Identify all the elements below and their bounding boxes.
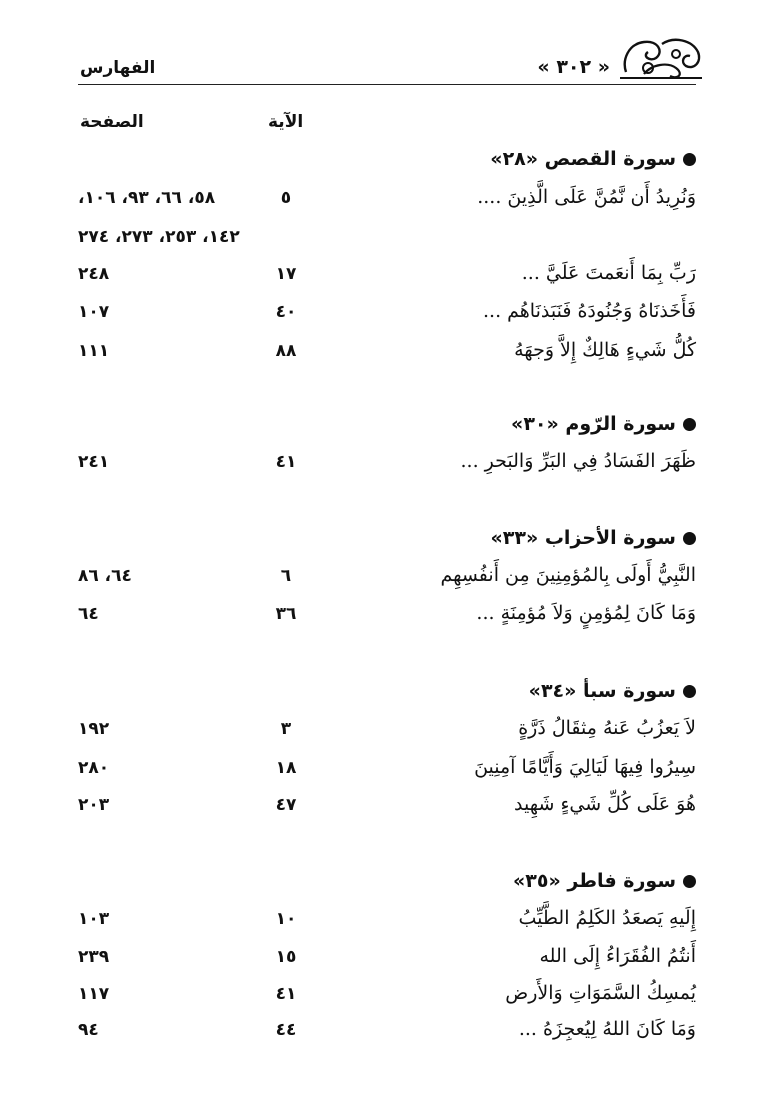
page-references: ٥٨، ٦٦، ٩٣، ١٠٦، — [78, 188, 216, 208]
verse-text: وَمَا كَانَ اللهُ لِيُعجِزَهُ ... — [518, 1018, 696, 1040]
page-references: ٢٤١ — [78, 452, 110, 472]
page-references: ١٠٣ — [78, 909, 110, 929]
ayah-number: ٤٠ — [275, 302, 297, 322]
page-references: ١٩٢ — [78, 719, 110, 739]
page-references: ٢٣٩ — [78, 947, 110, 967]
header-divider — [78, 84, 696, 85]
ayah-number: ٤٤ — [275, 1020, 297, 1040]
index-row — [0, 756, 779, 790]
page-references: ١٤٢، ٢٥٣، ٢٧٣، ٢٧٤ — [78, 227, 240, 247]
ayah-number: ٦ — [280, 566, 292, 586]
verse-text: لاَ يَعزُبُ عَنهُ مِثقَالُ ذَرَّةٍ — [518, 717, 696, 739]
ayah-number: ١٥ — [275, 947, 297, 967]
bullet-icon — [683, 418, 696, 431]
verse-text: فَأَخَذنَاهُ وَجُنُودَهُ فَنَبَذنَاهُم ... — [482, 300, 696, 322]
verse-text: هُوَ عَلَى كُلِّ شَيءٍ شَهِيد — [514, 793, 696, 815]
ayah-column-header: الآية — [268, 112, 304, 132]
page-references: ٢٨٠ — [78, 758, 110, 778]
surah-title-text: سورة الأحزاب «٣٣» — [490, 527, 676, 549]
page-references: ٢٠٣ — [78, 795, 110, 815]
surah-title-text: سورة فاطر «٣٥» — [512, 870, 676, 892]
verse-text: أَنتُمُ الفُقَرَاءُ إِلَى الله — [539, 945, 696, 967]
ayah-number: ٤١ — [275, 452, 297, 472]
page-references: ١١٧ — [78, 984, 110, 1004]
ayah-number: ١٧ — [275, 264, 297, 284]
verse-text: كُلُّ شَيءٍ هَالِكٌ إِلاَّ وَجهَهُ — [514, 339, 696, 361]
page-references: ٦٤ — [78, 604, 99, 624]
page-references: ٢٤٨ — [78, 264, 110, 284]
bullet-icon — [683, 153, 696, 166]
surah-title — [490, 148, 696, 170]
ayah-number: ١٠ — [275, 909, 297, 929]
page-header — [0, 0, 779, 90]
surah-title-text: سورة القصص «٢٨» — [490, 148, 676, 170]
verse-text: النَّبِيُّ أَولَى بِالمُؤمِنِينَ مِن أَنفُسِهِم — [440, 564, 696, 586]
index-row — [0, 262, 779, 296]
ayah-number: ٣٦ — [275, 604, 297, 624]
index-row — [0, 300, 779, 334]
index-row — [0, 450, 779, 484]
verse-text: ظَهَرَ الفَسَادُ فِي البَرِّ وَالبَحرِ ... — [460, 450, 696, 472]
surah-title — [529, 680, 696, 702]
column-headers — [0, 112, 779, 142]
decorative-ornament-icon — [618, 34, 704, 82]
index-row — [0, 186, 779, 220]
surah-title-text: سورة سبأ «٣٤» — [528, 680, 676, 702]
bullet-icon — [683, 532, 696, 545]
surah-title — [511, 413, 696, 435]
section-title: الفهارس — [80, 58, 156, 78]
index-row — [0, 225, 779, 259]
page-references: ١١١ — [78, 341, 110, 361]
ayah-number: ٤١ — [275, 984, 297, 1004]
index-row — [0, 793, 779, 827]
surah-title-text: سورة الرّوم «٣٠» — [511, 413, 676, 435]
bullet-icon — [683, 685, 696, 698]
index-row — [0, 339, 779, 373]
verse-text: وَمَا كَانَ لِمُؤمِنٍ وَلاَ مُؤمِنَةٍ ... — [476, 602, 696, 624]
surah-title — [490, 527, 696, 549]
verse-text: إِلَيهِ يَصعَدُ الكَلِمُ الطَّيِّبُ — [518, 907, 696, 929]
page-references: ٦٤، ٨٦ — [78, 566, 132, 586]
ayah-number: ٤٧ — [275, 795, 297, 815]
index-row — [0, 717, 779, 751]
ayah-number: ٨٨ — [275, 341, 297, 361]
verse-text: وَنُرِيدُ أَن نَّمُنَّ عَلَى الَّذِينَ .... — [477, 186, 696, 208]
verse-text: رَبِّ بِمَا أَنعَمتَ عَلَيَّ ... — [521, 262, 696, 284]
ayah-number: ١٨ — [275, 758, 297, 778]
index-row — [0, 1018, 779, 1052]
surah-title — [513, 870, 696, 892]
ayah-number: ٥ — [280, 188, 292, 208]
index-row — [0, 602, 779, 636]
page-references: ١٠٧ — [78, 302, 110, 322]
index-row — [0, 982, 779, 1016]
index-row — [0, 564, 779, 598]
page-number: « ٣٠٢ » — [537, 56, 610, 78]
ayah-number: ٣ — [280, 719, 292, 739]
page-column-header: الصفحة — [80, 112, 144, 132]
verse-text: سِيرُوا فِيهَا لَيَالِيَ وَأَيَّامًا آمِنِينَ — [474, 756, 696, 778]
index-row — [0, 945, 779, 979]
index-row — [0, 907, 779, 941]
bullet-icon — [683, 875, 696, 888]
page-references: ٩٤ — [78, 1020, 99, 1040]
verse-text: يُمسِكُ السَّمَوَاتِ وَالأَرض — [505, 982, 696, 1004]
